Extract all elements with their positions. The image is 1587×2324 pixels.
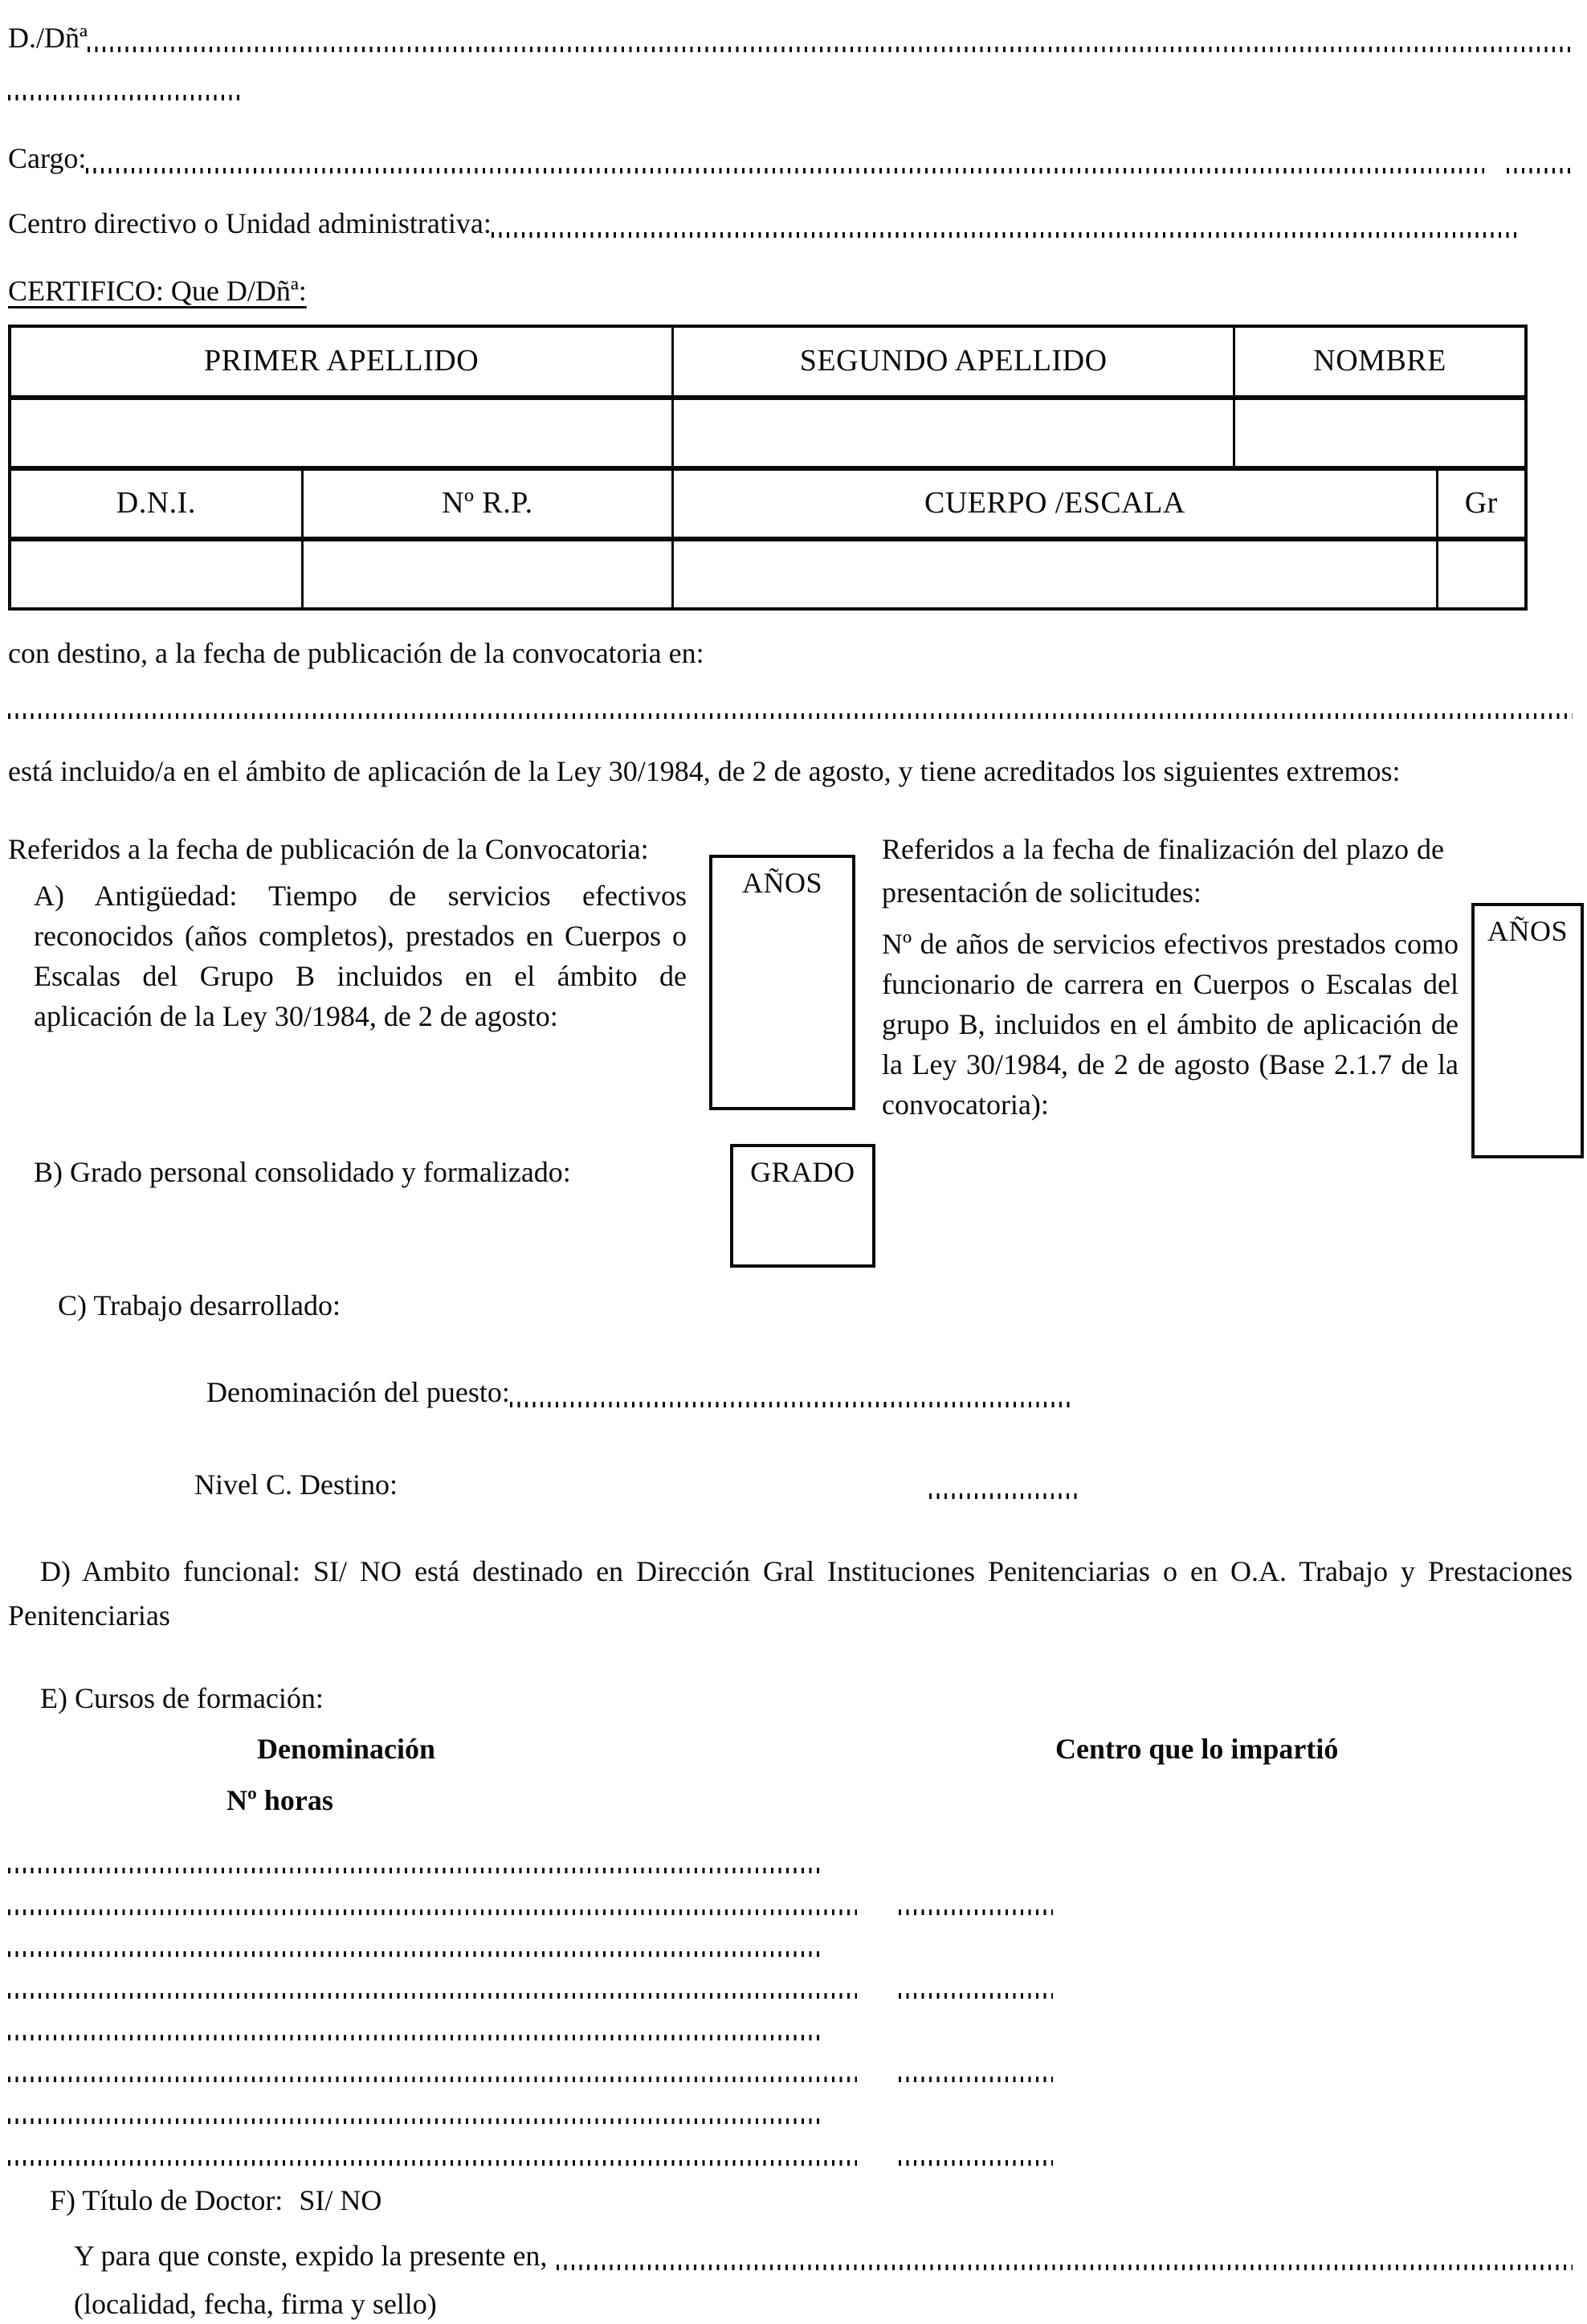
header-nombre: NOMBRE — [1313, 343, 1446, 378]
anos-box-left[interactable] — [709, 855, 855, 1110]
destino-line: con destino, a la fecha de publicación de la convocatoria en: — [8, 636, 704, 669]
denominacion-puesto-label: Denominación del puesto: — [206, 1376, 510, 1409]
item-b-label: B) Grado personal consolidado y formalizado: — [34, 1155, 571, 1188]
cargo-label: Cargo: — [8, 142, 87, 175]
cell-primer-apellido[interactable] — [11, 400, 674, 466]
denominacion-puesto-fill-blank[interactable] — [510, 1402, 1072, 1407]
cursos-col-centro: Centro que lo impartió — [1055, 1732, 1339, 1765]
centro-fill-blank-short[interactable] — [899, 1993, 1053, 1999]
grado-box-label: GRADO — [750, 1155, 855, 1188]
id-header-row — [11, 471, 1524, 541]
curso-row-8 — [8, 2135, 1573, 2177]
cargo-fill-blank[interactable] — [86, 168, 1484, 174]
curso-fill-blank[interactable] — [8, 2035, 823, 2040]
left-column-heading: Referidos a la fecha de publicación de la Convocatoria: — [8, 832, 649, 865]
header-cuerpo-escala: CUERPO /ESCALA — [674, 471, 1438, 537]
item-d-paragraph: D) Ambito funcional: SI/ NO está destinado en Dirección Gral Instituciones Penitenciarias o en O.A. Trabajo y Prestaciones Penitenciarias — [8, 1555, 1573, 1632]
item-c-label: C) Trabajo desarrollado: — [58, 1289, 341, 1321]
name-header-row — [11, 328, 1524, 400]
centro-fill-blank[interactable] — [492, 232, 1516, 238]
name-input-row — [11, 400, 1524, 471]
header-dni: D.N.I. — [11, 471, 304, 537]
curso-fill-blank[interactable] — [8, 1909, 857, 1915]
expido-fill-blank[interactable] — [557, 2265, 1573, 2270]
curso-fill-blank[interactable] — [8, 2160, 857, 2166]
curso-row-4 — [8, 1968, 1573, 2010]
incluido-paragraph: está incluido/a en el ámbito de aplicación de la Ley 30/1984, de 2 de agosto, y tiene acreditados los siguientes extremos: — [8, 754, 1401, 787]
expido-label: Y para que conste, expido la presente en, — [74, 2239, 548, 2272]
nivel-destino-label: Nivel C. Destino: — [194, 1468, 398, 1501]
anos-box-right[interactable] — [1471, 903, 1584, 1158]
centro-fill-blank-short[interactable] — [899, 2160, 1053, 2166]
personal-data-table — [8, 325, 1528, 611]
nivel-destino-fill-blank[interactable] — [929, 1493, 1080, 1499]
curso-row-3 — [8, 1926, 1573, 1968]
curso-fill-blank[interactable] — [8, 2118, 823, 2124]
header-primer-apellido: PRIMER APELLIDO — [11, 328, 674, 395]
curso-row-1 — [8, 1843, 1573, 1885]
nivel-destino-line — [8, 1464, 1573, 1505]
dn-line — [8, 18, 1573, 58]
curso-fill-blank[interactable] — [8, 1868, 823, 1873]
item-a-row — [8, 866, 875, 1110]
item-b-row — [8, 1152, 875, 1268]
curso-fill-blank[interactable] — [8, 1951, 823, 1957]
cursos-header-row — [8, 1729, 1573, 1769]
left-column — [8, 827, 875, 1268]
localidad-note: (localidad, fecha, firma y sello) — [74, 2288, 437, 2321]
cell-dni[interactable] — [11, 541, 304, 607]
curso-fill-blank[interactable] — [8, 1993, 857, 1999]
id-input-row — [11, 541, 1524, 607]
cursos-col-horas: Nº horas — [226, 1783, 333, 1816]
item-e-label: E) Cursos de formación: — [40, 1682, 324, 1715]
right-item-text: Nº de años de servicios efectivos prestados como funcionario de carrera en Cuerpos o Escalas del grupo B, incluidos en el ámbito de aplicación de la Ley 30/1984, de 2 de agosto (Base 2.1.7 de la convocatoria): — [882, 927, 1458, 1121]
cell-segundo-apellido[interactable] — [674, 400, 1235, 466]
cell-nombre[interactable] — [1235, 400, 1524, 466]
dn-line-continued — [8, 95, 1573, 106]
item-a-text: A) Antigüedad: Tiempo de servicios efectivos reconocidos (años completos), prestados en Cuerpos o Escalas del Grupo B incluidos en el ámbito de aplicación de la Ley 30/1984, de 2 de agosto: — [34, 879, 687, 1032]
dn-fill-blank-2[interactable] — [8, 95, 241, 100]
curso-row-5 — [8, 2010, 1573, 2052]
item-f-line — [8, 2180, 1573, 2220]
item-f-label: F) Título de Doctor: — [50, 2184, 284, 2217]
cell-cuerpo-escala[interactable] — [674, 541, 1438, 607]
header-nrp: Nº R.P. — [304, 471, 675, 537]
centro-line — [8, 203, 1573, 243]
expido-line — [8, 2236, 1573, 2276]
curso-row-6 — [8, 2052, 1573, 2093]
cell-gr[interactable] — [1438, 541, 1524, 607]
curso-row-2 — [8, 1885, 1573, 1926]
centro-label: Centro directivo o Unidad administrativa: — [8, 206, 492, 239]
item-f-value: SI/ NO — [299, 2184, 382, 2217]
certified-items-block — [8, 827, 1573, 1268]
curso-row-7 — [8, 2093, 1573, 2135]
right-column-heading: Referidos a la fecha de finalización del plazo de presentación de solicitudes: — [882, 832, 1444, 909]
cursos-fill-rows — [8, 1843, 1573, 2177]
certifico-heading — [8, 271, 1573, 311]
certifico-text: CERTIFICO: Que D/Dñª: — [8, 275, 307, 308]
destino-fill-blank[interactable] — [8, 713, 1573, 719]
centro-fill-blank-short[interactable] — [899, 2077, 1053, 2082]
cursos-col-denominacion: Denominación — [257, 1732, 436, 1765]
curso-fill-blank[interactable] — [8, 2077, 857, 2082]
denominacion-puesto-line — [8, 1372, 1573, 1412]
right-column — [875, 827, 1584, 1268]
anos-box-right-label: AÑOS — [1487, 914, 1568, 947]
dn-label: D./Dñª — [8, 22, 88, 54]
header-gr: Gr — [1464, 485, 1498, 520]
destino-fill-line — [8, 713, 1573, 725]
centro-fill-blank-short[interactable] — [899, 1909, 1053, 1915]
grado-box[interactable] — [730, 1144, 875, 1268]
cell-nrp[interactable] — [304, 541, 675, 607]
anos-box-left-label: AÑOS — [741, 866, 822, 899]
cargo-fill-blank-2[interactable] — [1507, 168, 1573, 174]
dn-fill-blank[interactable] — [88, 47, 1573, 52]
right-item-row — [882, 914, 1584, 1158]
header-segundo-apellido: SEGUNDO APELLIDO — [674, 328, 1235, 395]
cargo-line — [8, 138, 1573, 178]
